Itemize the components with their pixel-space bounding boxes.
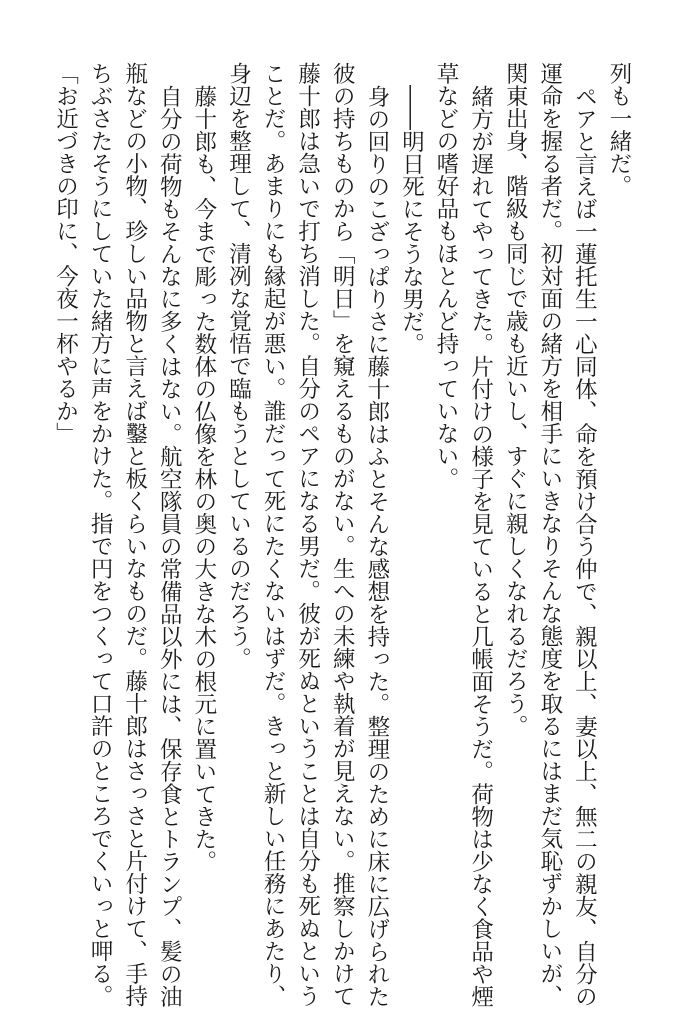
text-line-2: ペアと言えば一蓮托生一心同体、命を預け合う仲で、親以上、妻以上、無二の親友、自分の xyxy=(571,84,598,1007)
text-line-6: 草などの嗜好品もほとんど持っていない。 xyxy=(433,62,460,490)
text-line-4: 関東出身、階級も同じで歳も近いし、すぐに親しくなれるだろう。 xyxy=(502,62,529,737)
text-line-15: 瓶などの小物、珍しい品物と言えば鑿と板くらいなものだ。藤十郎はさっさと片付けて、手持 xyxy=(121,62,148,1007)
text-line-16: ちぶさたそうにしていた緒方に声をかけた。指で円をつくって口許のところでくいっと呷る。 xyxy=(87,62,114,1007)
text-line-7: ――明日死にそうな男だ。 xyxy=(398,84,425,355)
text-line-3: 運命を握る者だ。初対面の緒方を相手にいきなりそんな態度を取るにはまだ気恥ずかしいが、 xyxy=(536,62,563,1007)
text-line-11: ことだ。あまりにも縁起が悪い。誰だって死にたくないはずだ。きっと新しい任務にあたり、 xyxy=(260,62,287,1007)
text-line-14: 自分の荷物もそんなに多くはない。航空隊員の常備品以外には、保存食とトランプ、髪の油 xyxy=(156,84,183,1007)
text-line-8: 身の回りのこざっぱりさに藤十郎はふとそんな感想を持った。整理のために床に広げられた xyxy=(363,84,390,1007)
text-line-17: 「お近づきの印に、今夜一杯やるか」 xyxy=(52,62,79,445)
text-line-13: 藤十郎も、今まで彫った数体の仏像を林の奥の大きな木の根元に置いてきた。 xyxy=(190,84,217,872)
text-line-10: 藤十郎は急いで打ち消した。自分のペアになる男だ。彼が死ぬということは自分も死ぬという xyxy=(294,62,321,1007)
vertical-text-body xyxy=(48,62,636,1007)
text-line-12: 身辺を整理して、清冽な覚悟で臨もうとしているのだろう。 xyxy=(225,62,252,670)
text-line-9: 彼の持ちものから「明日」を窺えるものがない。生への未練や執着が見えない。推察しかけて xyxy=(329,62,356,1007)
text-line-5: 緒方が遅れてやってきた。片付けの様子を見ていると几帳面そうだ。荷物は少なく食品や煙 xyxy=(467,84,494,1007)
text-line-1: 列も一緒だ。 xyxy=(606,62,632,197)
